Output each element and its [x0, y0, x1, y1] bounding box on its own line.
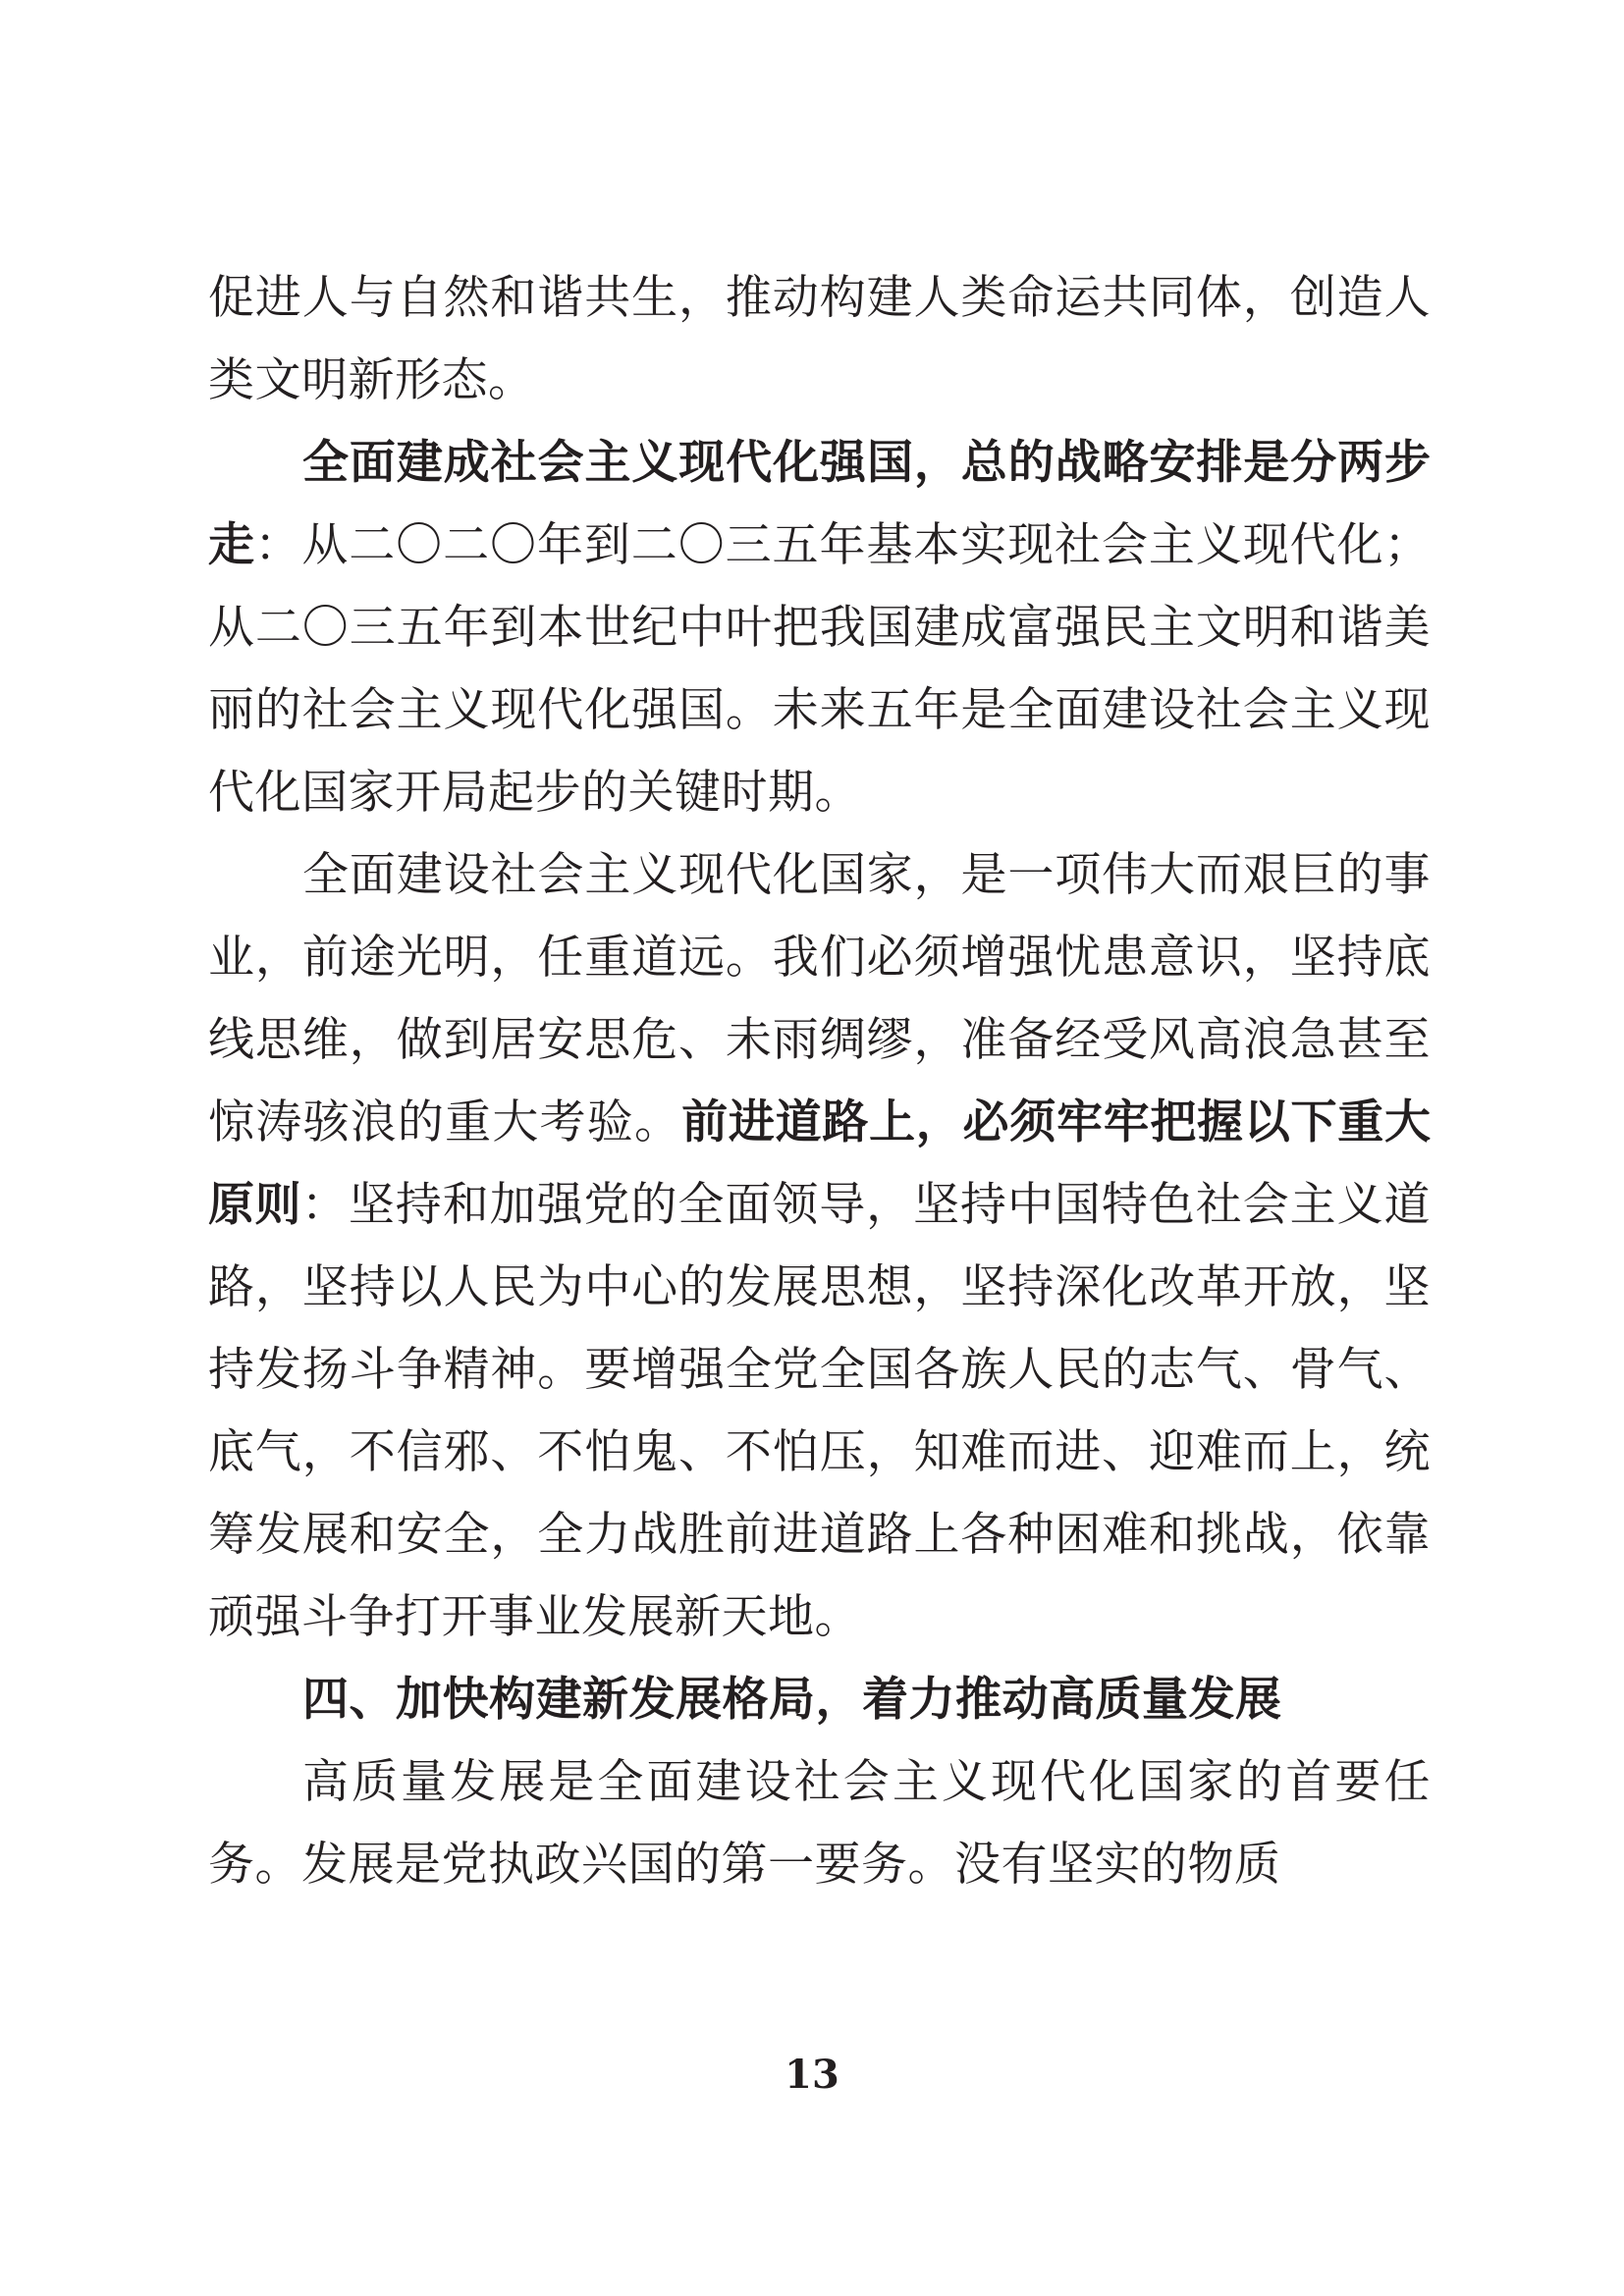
paragraph-text: ：坚持和加强党的全面领导，坚持中国特色社会主义道路，坚持以人民为中心的发展思想，坚持深化改革开放，坚持发扬斗争精神。要增强全党全国各族人民的志气、骨气、底气，不信邪、不怕鬼、不怕压，知难而进、迎难而上，统筹发展和安全，全力战胜前进道路上各种困难和挑战，依靠顽强斗争打开事业发展新天地。: [208, 1178, 1432, 1644]
paragraph-text: 促进人与自然和谐共生，推动构建人类命运共同体，创造人类文明新形态。: [208, 271, 1431, 407]
paragraph-text: ：从二〇二〇年到二〇三五年基本实现社会主义现代化；从二〇三五年到本世纪中叶把我国建成富强民主文明和谐美丽的社会主义现代化强国。未来五年是全面建设社会主义现代化国家开局起步的关键时期。: [208, 518, 1432, 820]
page-number: 13: [785, 2052, 839, 2098]
body-paragraph: [208, 834, 1431, 1659]
page-body: [208, 257, 1431, 1906]
emphasis-text: 前进道路上，必须牢牢把握以下重大原则: [208, 1095, 1432, 1232]
body-paragraph: [208, 257, 1431, 422]
section-heading: 四、加快构建新发展格局，着力推动高质量发展: [302, 1673, 1282, 1727]
body-paragraph: [208, 422, 1431, 834]
paragraph-text: 高质量发展是全面建设社会主义现代化国家的首要任务。发展是党执政兴国的第一要务。没有坚实的物质: [208, 1755, 1431, 1892]
emphasis-text: 全面建成社会主义现代化强国，总的战略安排是分两步走: [208, 436, 1431, 572]
body-paragraph: [208, 1741, 1431, 1906]
paragraph-text: 全面建设社会主义现代化国家，是一项伟大而艰巨的事业，前途光明，任重道远。我们必须增强忧患意识，坚持底线思维，做到居安思危、未雨绸缪，准备经受风高浪急甚至惊涛骇浪的重大考验。: [208, 848, 1431, 1149]
